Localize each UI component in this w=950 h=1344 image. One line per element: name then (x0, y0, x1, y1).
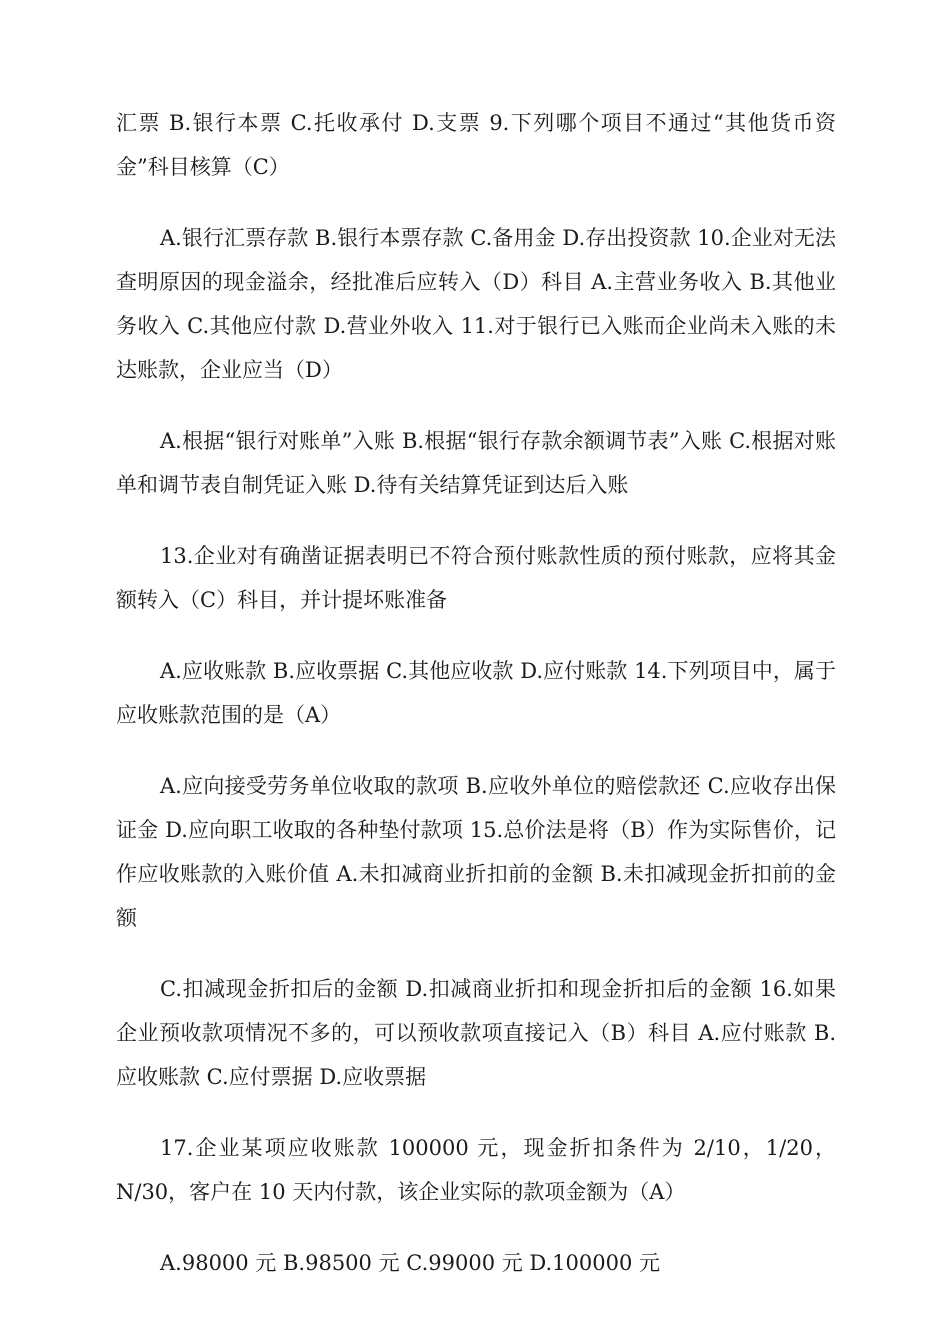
paragraph-4: 13.企业对有确凿证据表明已不符合预付账款性质的预付账款，应将其金额转入（C）科目，并计提坏账准备 (116, 544, 836, 612)
paragraph-1: 汇票 B.银行本票 C.托收承付 D.支票 9.下列哪个项目不通过“其他货币资金”科目核算（C） (116, 111, 836, 179)
paragraph-2: A.银行汇票存款 B.银行本票存款 C.备用金 D.存出投资款 10.企业对无法查明原因的现金溢余，经批准后应转入（D）科目 A.主营业务收入 B.其他业务收入 C.其他应付款 D.营业外收入 11.对于银行已入账而企业尚未入账的未达账款，企业应当（D） (116, 226, 836, 382)
document-body (116, 101, 836, 1312)
paragraph-3: A.根据“银行对账单”入账 B.根据“银行存款余额调节表”入账 C.根据对账单和调节表自制凭证入账 D.待有关结算凭证到达后入账 (116, 429, 836, 497)
paragraph-7: C.扣减现金折扣后的金额 D.扣减商业折扣和现金折扣后的金额 16.如果企业预收款项情况不多的，可以预收款项直接记入（B）科目 A.应付账款 B.应收账款 C.应付票据 D.应收票据 (116, 977, 836, 1089)
paragraph-6: A.应向接受劳务单位收取的款项 B.应收外单位的赔偿款还 C.应收存出保证金 D.应向职工收取的各种垫付款项 15.总价法是将（B）作为实际售价，记作应收账款的入账价值 A.未扣减商业折扣前的金额 B.未扣减现金折扣前的金额 (116, 774, 836, 930)
paragraph-5: A.应收账款 B.应收票据 C.其他应收款 D.应付账款 14.下列项目中，属于应收账款范围的是（A） (116, 659, 836, 727)
paragraph-9: A.98000 元 B.98500 元 C.99000 元 D.100000 元 (160, 1251, 661, 1275)
paragraph-8: 17.企业某项应收账款 100000 元，现金折扣条件为 2/10，1/20，N/30，客户在 10 天内付款，该企业实际的款项金额为（A） (116, 1136, 836, 1204)
